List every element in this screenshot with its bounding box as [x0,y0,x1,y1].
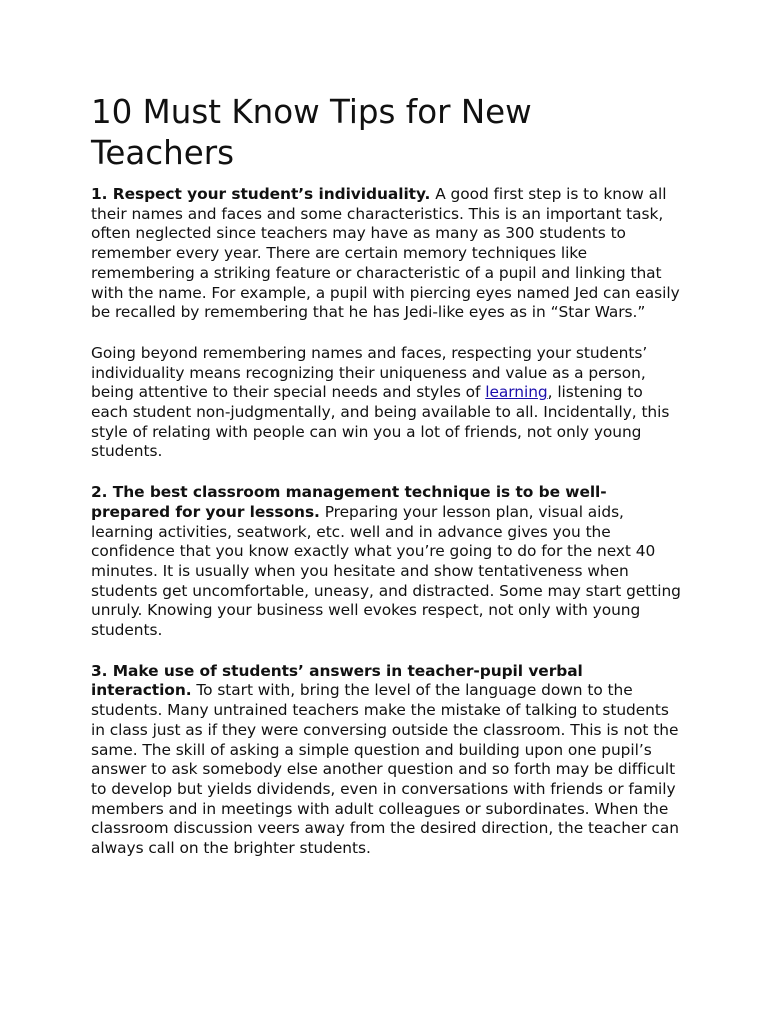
tip-3-paragraph [91,662,681,859]
tip-1-body: A good first step is to know all their names and faces and some characteristics. This is an important task, often neglected since teachers may have as many as 300 students to remember every year. There are certain memory techniques like remembering a striking feature or characteristic of a pupil and linking that with the name. For example, a pupil with piercing eyes named Jed can easily be recalled by remembering that he has Jedi-like eyes as in “Star Wars.” [91,185,680,322]
tip-3-heading: 3. Make use of students’ answers in teacher-pupil verbal interaction. [91,661,583,700]
learning-link[interactable]: learning [485,383,548,402]
tip-1-cont-before-link: Going beyond remembering names and faces, respecting your students’ individuality means recognizing their uniqueness and value as a person, being attentive to their special needs and styles of [91,343,648,402]
document-page [91,92,681,880]
tip-1-cont-after-link: , listening to each student non-judgmentally, and being available to all. Incidentally, this style of relating with people can win you a lot of friends, not only young students. [91,383,670,461]
tip-2-paragraph [91,483,681,641]
tip-2-heading: 2. The best classroom management technique is to be well-prepared for your lessons. [91,483,607,521]
tip-1-paragraph [91,185,681,323]
tip-1-continuation-paragraph [91,344,681,462]
tip-1-heading: 1. Respect your student’s individuality. [91,185,431,203]
tip-2-body: Preparing your lesson plan, visual aids, learning activities, seatwork, etc. well and in advance gives you the confidence that you know exactly what you’re going to do for the next 40 minutes. It is usually when you hesitate and show tentativeness when students get uncomfortable, uneasy, and distracted. Some may start getting unruly. Knowing your business well evokes respect, not only with young students. [91,502,681,640]
article-title: 10 Must Know Tips for New Teachers [91,93,532,172]
tip-3-body: To start with, bring the level of the language down to the students. Many untrained teachers make the mistake of talking to students in class just as if they were conversing outside the classroom. This is not the same. The skill of asking a simple question and building upon one pupil’s answer to ask somebody else another question and so forth may be difficult to develop but yields dividends, even in conversations with friends or family members and in meetings with adult colleagues or subordinates. When the classroom discussion veers away from the desired direction, the teacher can always call on the brighter students. [91,681,679,858]
